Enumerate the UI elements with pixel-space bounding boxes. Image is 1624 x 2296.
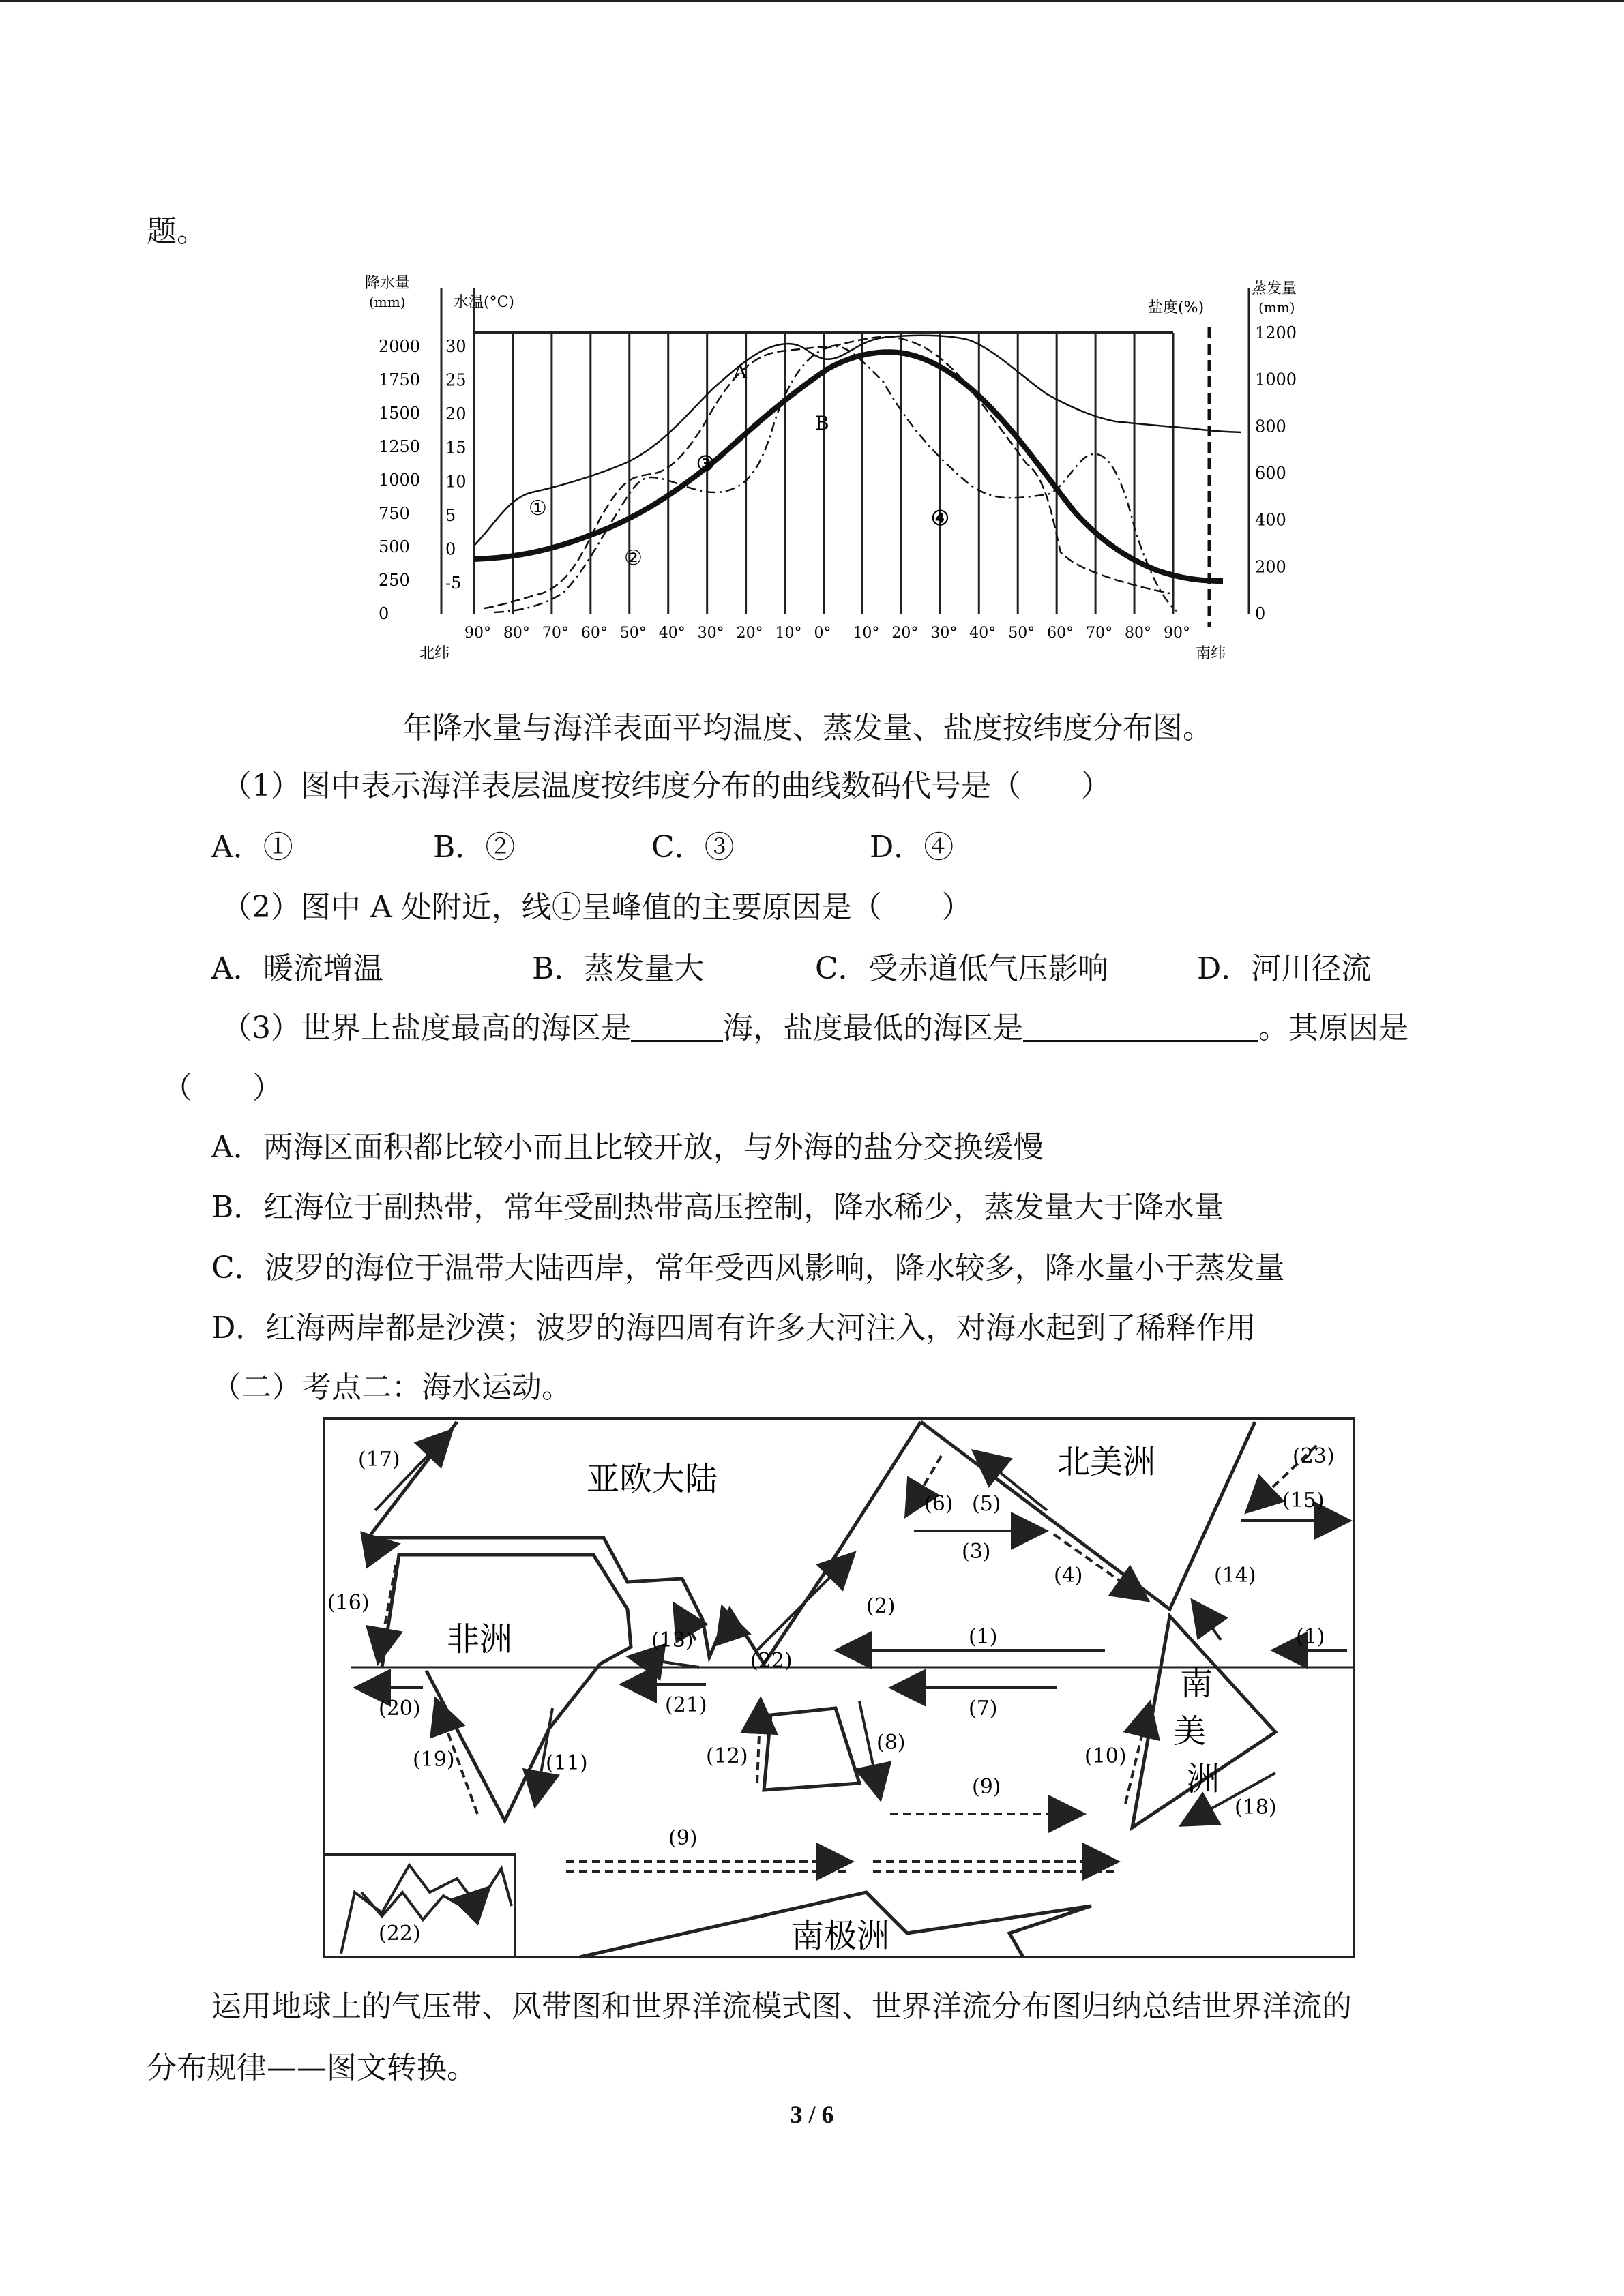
current-label-12: (12): [706, 1744, 748, 1768]
latitude-tick-label: 20°: [891, 625, 919, 642]
island-continent-shape: [764, 1708, 859, 1790]
q1-option-c: C．③: [651, 830, 735, 865]
latitude-tick-label: 60°: [580, 625, 608, 642]
continent-north-america: 北美洲: [1057, 1443, 1156, 1481]
evap-tick-label: 1000: [1255, 370, 1297, 389]
left2-title: 水温(°C): [454, 294, 514, 311]
section2-title: （二）考点二：海水运动。: [211, 1370, 572, 1405]
latitude-tick-label: 40°: [969, 625, 996, 642]
current-label-14: (14): [1214, 1564, 1256, 1587]
current-label-23: (23): [1293, 1444, 1335, 1468]
figure1-caption: 年降水量与海洋表面平均温度、蒸发量、盐度按纬度分布图。: [402, 711, 1213, 745]
q2-stem: （2）图中 A 处附近，线①呈峰值的主要原因是（ ）: [222, 890, 972, 925]
ocean-current-model-map: [321, 1415, 1357, 1960]
temp-tick-label: 20: [445, 404, 467, 424]
q1-option-a: A．①: [211, 830, 293, 865]
latitude-tick-label: 10°: [775, 625, 802, 642]
label-curve-3: ③: [696, 452, 715, 476]
current-label-10: (10): [1084, 1744, 1127, 1768]
latitude-tick-label: 60°: [1047, 625, 1074, 642]
current-label-1b: (1): [1296, 1625, 1325, 1649]
q3-stem-line2: （ ）: [162, 1071, 282, 1105]
precip-tick-label: 1000: [379, 471, 421, 490]
current-label-1a: (1): [969, 1625, 998, 1649]
current-label-18: (18): [1235, 1795, 1277, 1819]
latitude-tick-label: 90°: [1164, 625, 1190, 642]
q3-option-a: A．两海区面积都比较小而且比较开放，与外海的盐分交换缓慢: [211, 1130, 1044, 1165]
q3-option-c: C．波罗的海位于温带大陆西岸，常年受西风影响，降水较多，降水量小于蒸发量: [211, 1251, 1285, 1285]
q3-blank-2[interactable]: [1023, 1010, 1258, 1042]
current-label-20: (20): [379, 1697, 421, 1720]
evap-tick-label: 600: [1255, 464, 1286, 483]
right1-title: 盐度(%): [1148, 299, 1205, 316]
top-border: [0, 0, 1624, 2]
latitude-tick-label: 80°: [503, 625, 530, 642]
latitude-tick-label: 20°: [736, 625, 763, 642]
summary-line1: 运用地球上的气压带、风带图和世界洋流模式图、世界洋流分布图归纳总结世界洋流的: [211, 1989, 1352, 2024]
current-label-4: (4): [1054, 1564, 1083, 1587]
q3-stem-part1: （3）世界上盐度最高的海区是: [222, 1011, 631, 1045]
precip-tick-label: 2000: [379, 337, 421, 356]
q1-option-d: D．④: [870, 830, 954, 865]
precip-tick-label: 1500: [379, 404, 421, 423]
latitude-tick-label: 0°: [814, 625, 831, 642]
lead-text: 题。: [147, 214, 207, 249]
latitude-tick-label: 30°: [930, 625, 958, 642]
latitude-tick-label: 90°: [464, 625, 491, 642]
left1-title-1: 降水量: [365, 275, 411, 292]
current-label-6: (6): [924, 1492, 954, 1516]
temp-tick-label: -5: [445, 573, 462, 593]
precip-tick-label: 750: [379, 504, 410, 523]
continent-eurasia: 亚欧大陆: [587, 1460, 718, 1498]
temp-tick-label: 15: [445, 438, 467, 458]
current-label-7: (7): [969, 1697, 998, 1720]
q2-option-c: C．受赤道低气压影响: [815, 951, 1108, 986]
current-label-3: (3): [962, 1540, 991, 1564]
label-curve-4: ④: [931, 507, 949, 531]
temp-ticks: [445, 337, 467, 593]
inset-coast: [341, 1865, 512, 1954]
continent-africa: 非洲: [447, 1620, 513, 1658]
precip-ticks: [379, 337, 420, 623]
curve-4-evaporation: [494, 346, 1177, 612]
temp-tick-label: 0: [445, 539, 456, 559]
latitude-tick-label: 30°: [697, 625, 724, 642]
precip-tick-label: 1750: [379, 370, 421, 389]
q3-blank-1[interactable]: [631, 1010, 723, 1042]
current-label-17: (17): [358, 1448, 400, 1472]
current-label-2: (2): [866, 1594, 896, 1618]
latitude-tick-label: 50°: [619, 625, 647, 642]
latitude-tick-label: 40°: [658, 625, 685, 642]
evap-tick-label: 800: [1255, 417, 1286, 436]
q1-stem: （1）图中表示海洋表层温度按纬度分布的曲线数码代号是（ ）: [222, 769, 1111, 803]
temp-tick-label: 5: [445, 505, 456, 525]
current-label-11: (11): [546, 1751, 588, 1775]
curve-1-salinity: [474, 336, 1241, 546]
q1-option-b: B．②: [433, 830, 516, 865]
q2-option-a: A．暖流增温: [211, 951, 383, 986]
q2-option-d: D．河川径流: [1197, 951, 1372, 986]
q3-option-d: D．红海两岸都是沙漠；波罗的海四周有许多大河注入，对海水起到了稀释作用: [211, 1311, 1256, 1345]
current-label-8: (8): [876, 1731, 906, 1755]
current-label-13: (13): [651, 1628, 694, 1652]
current-label-19: (19): [413, 1748, 455, 1772]
latitude-tick-label: 10°: [853, 625, 880, 642]
x-left-label: 北纬: [419, 645, 450, 662]
q3-stem-part2: 海，盐度最低的海区是: [723, 1011, 1023, 1045]
current-label-15: (15): [1282, 1489, 1325, 1512]
right2-title-1: 蒸发量: [1252, 280, 1297, 297]
summary-line2: 分布规律——图文转换。: [147, 2051, 477, 2085]
evap-tick-label: 1200: [1255, 323, 1297, 342]
current-label-9a: (9): [972, 1775, 1001, 1799]
evap-tick-label: 400: [1255, 510, 1286, 530]
continent-south-america-3: 洲: [1187, 1760, 1220, 1798]
continent-antarctica: 南极洲: [791, 1917, 890, 1955]
current-label-16: (16): [327, 1591, 370, 1615]
label-A: A: [733, 361, 748, 383]
q3-stem-part3: 。其原因是: [1258, 1011, 1408, 1045]
latitude-tick-label: 50°: [1008, 625, 1035, 642]
latitude-tick-label: 80°: [1125, 625, 1152, 642]
curve-2-precip: [484, 337, 1170, 608]
latitude-tick-label: 70°: [1086, 625, 1113, 642]
temp-tick-label: 30: [445, 337, 467, 356]
precip-tick-label: 0: [379, 604, 389, 623]
precip-tick-label: 500: [379, 537, 410, 556]
x-right-label: 南纬: [1196, 645, 1226, 662]
label-B: B: [815, 412, 829, 434]
left1-title-2: (mm): [369, 294, 406, 310]
precip-tick-label: 1250: [379, 437, 421, 456]
current-label-5: (5): [972, 1492, 1001, 1516]
latitude-tick-label: 70°: [542, 625, 569, 642]
q3-option-b: B．红海位于副热带，常年受副热带高压控制，降水稀少，蒸发量大于降水量: [211, 1190, 1224, 1225]
label-curve-1: ①: [529, 496, 547, 520]
q3-stem: [222, 1009, 1408, 1047]
evap-tick-label: 200: [1255, 557, 1286, 577]
current-label-22b: (22): [379, 1922, 421, 1945]
label-curve-2: ②: [624, 546, 643, 570]
current-label-21: (21): [665, 1693, 707, 1717]
evap-ticks: [1255, 323, 1297, 623]
current-label-9b: (9): [668, 1826, 698, 1850]
continent-south-america-1: 南: [1180, 1665, 1213, 1703]
latitude-ticks: [464, 625, 1190, 642]
continent-south-america-2: 美: [1173, 1712, 1207, 1750]
page-number: 3 / 6: [790, 2101, 834, 2128]
latitude-distribution-chart: [365, 273, 1320, 682]
temp-tick-label: 25: [445, 370, 467, 390]
evap-tick-label: 0: [1255, 604, 1266, 623]
right2-title-2: (mm): [1258, 299, 1295, 316]
precip-tick-label: 250: [379, 571, 410, 590]
temp-tick-label: 10: [445, 472, 467, 492]
current-label-22a: (22): [750, 1649, 793, 1673]
q2-option-b: B．蒸发量大: [532, 951, 705, 986]
